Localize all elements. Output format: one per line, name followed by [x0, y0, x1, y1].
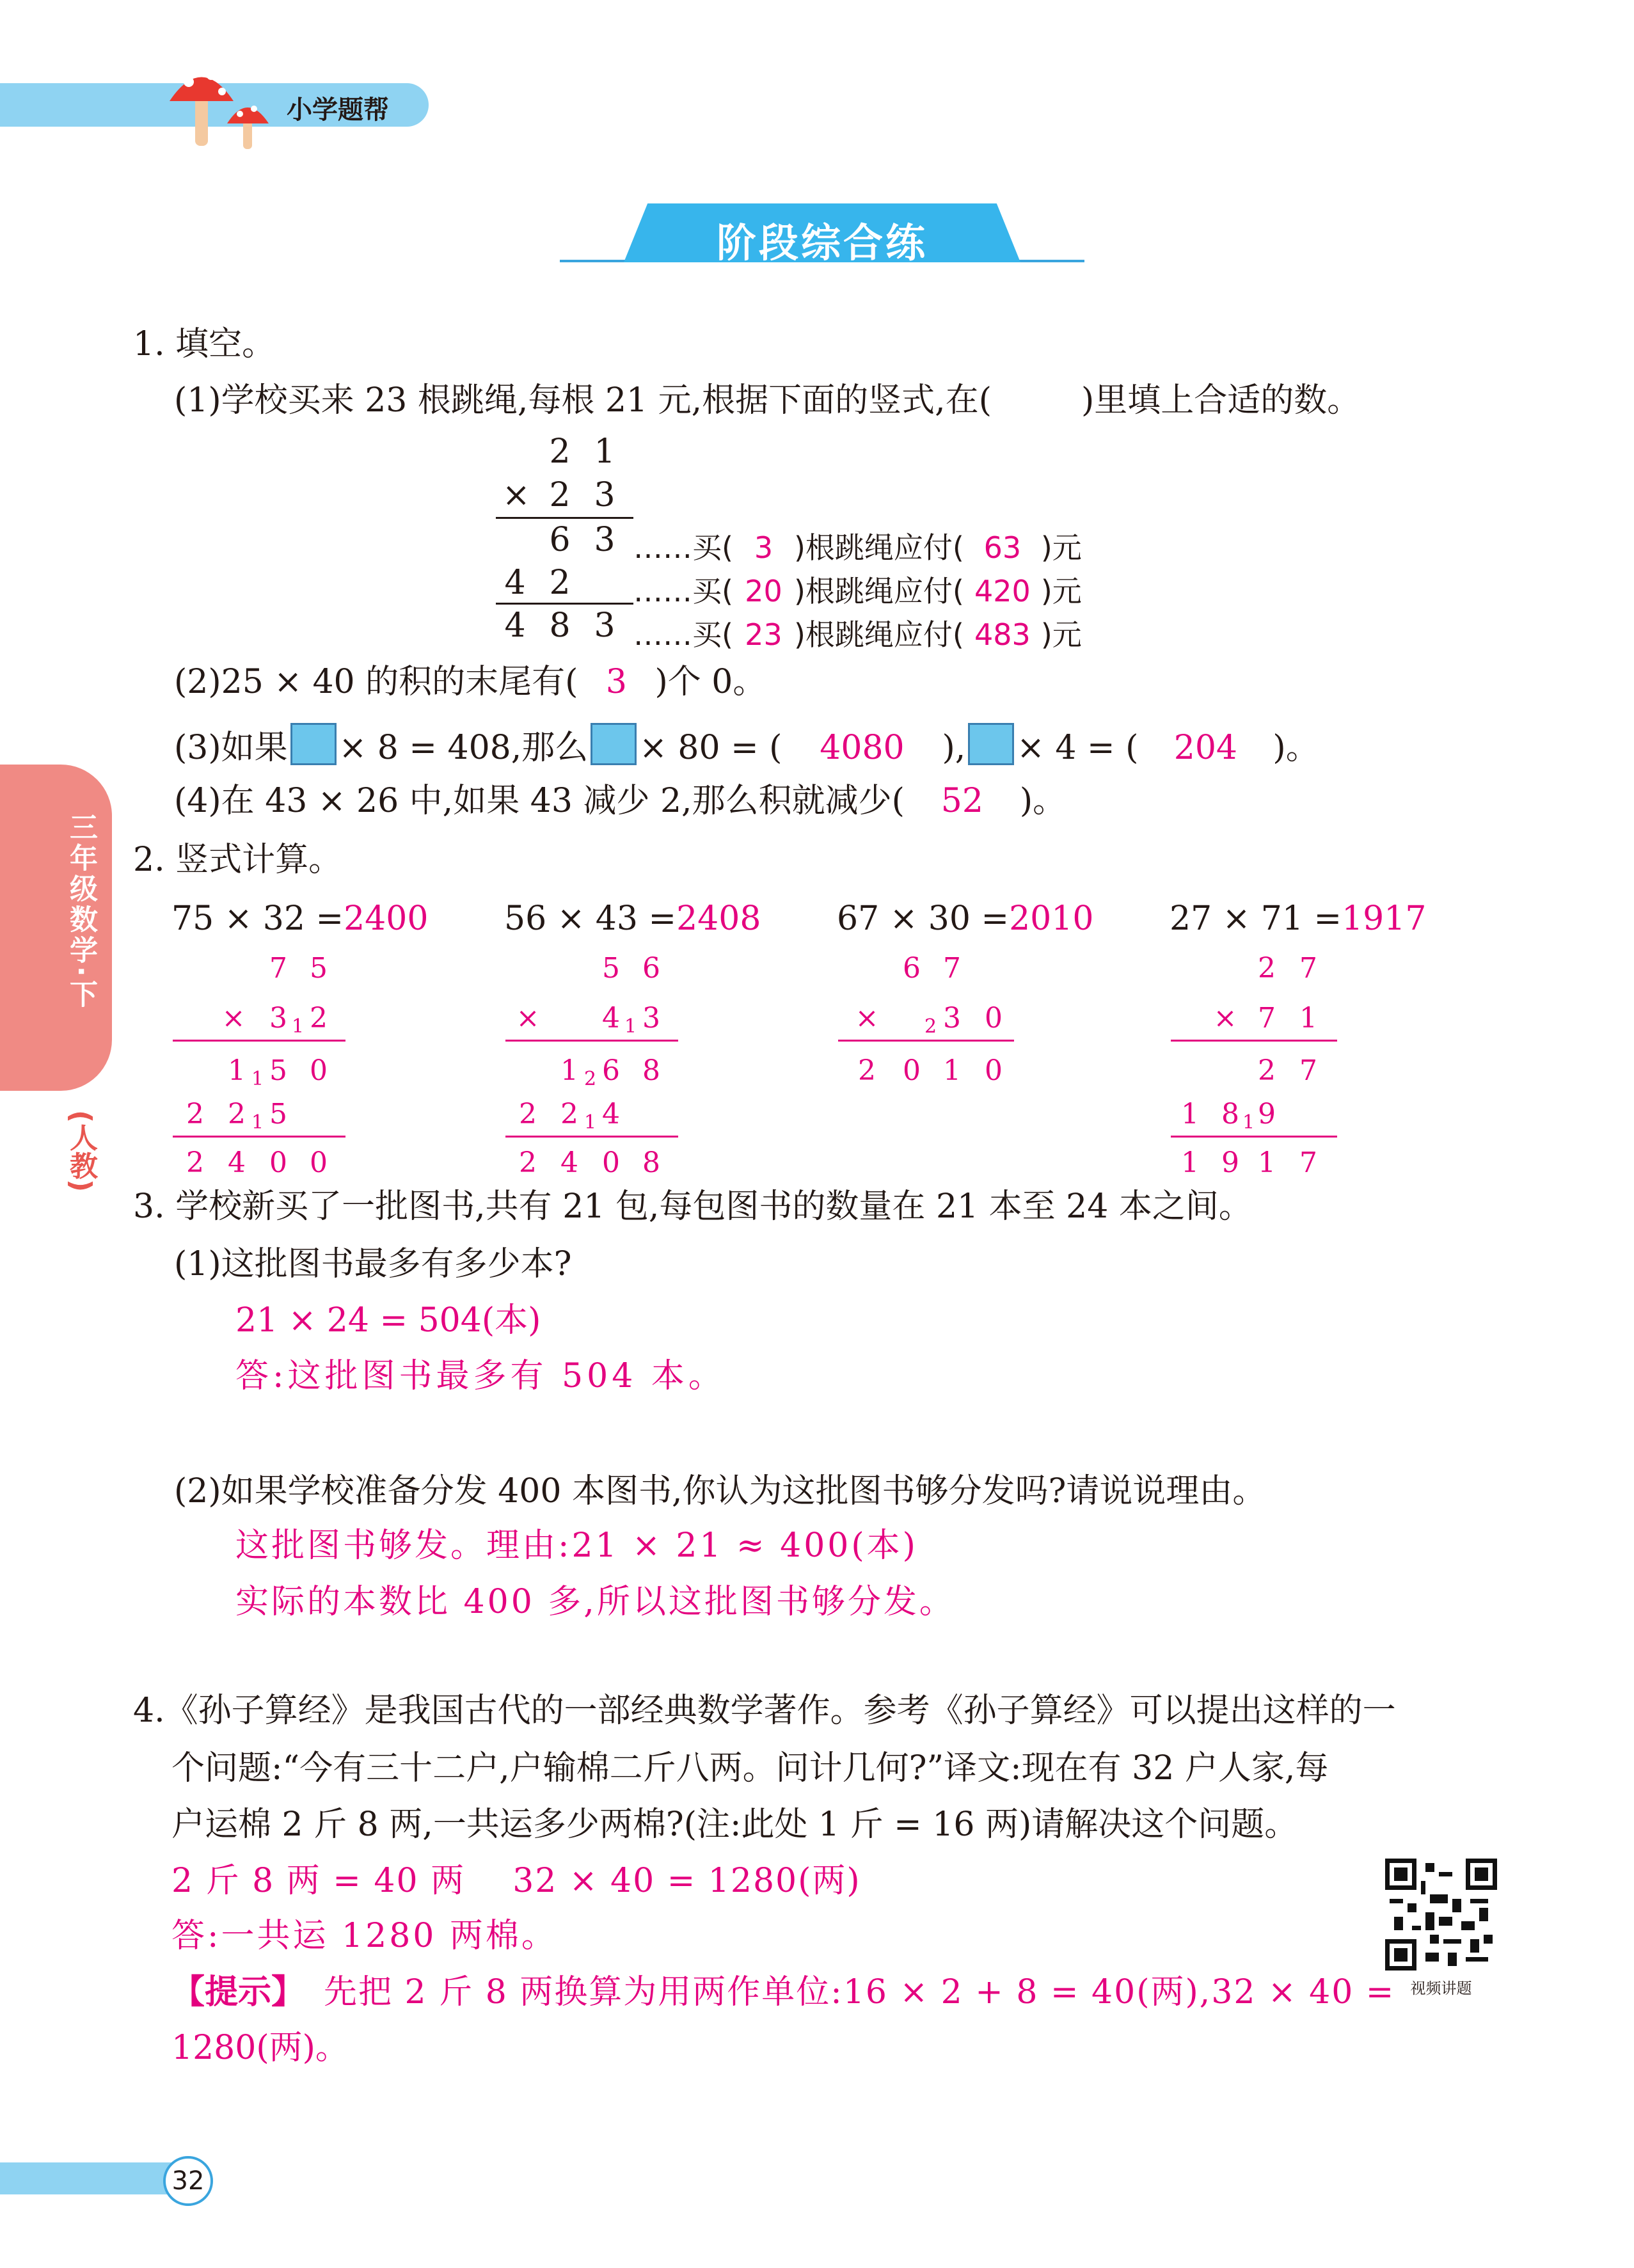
digit: 3 [269, 1002, 287, 1035]
answer: 2400 [344, 900, 429, 938]
digit: 7 [269, 952, 287, 985]
answer: 3 [754, 530, 773, 565]
digit: 0 [602, 1146, 620, 1179]
digit: 2 [310, 1002, 328, 1035]
digit: 0 [310, 1146, 328, 1179]
answer: 3 [605, 663, 627, 701]
q1-expl-1: ……买( 3 )根跳绳应付( 63 )元 [633, 530, 1082, 565]
q4-hint [171, 1973, 1395, 2011]
digit: 2 [1258, 1054, 1276, 1087]
answer: 204 [1173, 729, 1238, 767]
rule [505, 1136, 678, 1138]
digit: 1 [943, 1054, 961, 1087]
blank-square [591, 723, 637, 765]
q2-expr: 75 × 32 =2400 [171, 900, 429, 938]
digit: 2 [858, 1054, 876, 1087]
digit: 7 [1299, 952, 1317, 985]
digit: 2 [186, 1146, 204, 1179]
q1-expl-3: ……买( 23 )根跳绳应付( 483 )元 [633, 617, 1082, 652]
rule [838, 1040, 1014, 1042]
digit: 8 [549, 607, 571, 645]
digit: 8 [642, 1054, 660, 1087]
qr-caption: 视频讲题 [1410, 1979, 1472, 1997]
digit: 0 [903, 1054, 921, 1087]
side-tab-grade: 三年级数学·下 [65, 813, 97, 1010]
answer: 4080 [820, 729, 905, 767]
digit: 6 [642, 952, 660, 985]
q3-heading: 3. 学校新买了一批图书,共有 21 包,每包图书的数量在 21 本至 24 本之间。 [133, 1187, 1252, 1226]
answer: 20 [745, 574, 782, 608]
digit: 4 [560, 1146, 578, 1179]
digit: 5 [602, 952, 620, 985]
digit: 5 [269, 1098, 287, 1130]
answer: 483 [974, 617, 1031, 652]
page-title: 阶段综合练 [716, 219, 928, 266]
digit: 6 [903, 952, 921, 985]
q1-expl-2: ……买( 20 )根跳绳应付( 420 )元 [633, 574, 1082, 608]
carry-digit: 1 [624, 1015, 637, 1038]
digit: 2 [228, 1098, 246, 1130]
digit: 7 [1258, 1002, 1276, 1035]
answer: 23 [745, 617, 782, 652]
q4-hint-line-2: 1280(两)。 [171, 2029, 349, 2067]
digit: 3 [943, 1002, 961, 1035]
digit: × [1213, 1002, 1237, 1035]
digit: 1 [1181, 1146, 1199, 1179]
q1-p1-before: (1)学校买来 23 根跳绳,每根 21 元,根据下面的竖式,在( [174, 381, 992, 420]
q4-answer-1: 2 斤 8 两 = 40 两 32 × 40 = 1280(两) [171, 1862, 861, 1900]
carry-digit: 1 [251, 1111, 264, 1134]
brand-label: 小学题帮 [287, 95, 389, 125]
q3-p2-answer-2: 实际的本数比 400 多,所以这批图书够分发。 [235, 1583, 955, 1621]
digit: 4 [504, 607, 526, 645]
blank-square [968, 723, 1014, 765]
q2-expr: 67 × 30 =2010 [837, 900, 1094, 938]
digit: 2 [549, 432, 571, 471]
digit: 8 [1221, 1098, 1239, 1130]
digit: 1 [1181, 1098, 1199, 1130]
q1-heading: 1. 填空。 [133, 325, 276, 363]
digit: 2 [519, 1146, 537, 1179]
q4-line-3: 户运棉 2 斤 8 两,一共运多少两棉?(注:此处 1 斤 = 16 两)请解决这个问题。 [171, 1805, 1298, 1844]
answer: 1917 [1342, 900, 1427, 938]
digit: 4 [228, 1146, 246, 1179]
rule [496, 603, 633, 605]
q3-p1-answer-2: 答:这批图书最多有 504 本。 [235, 1357, 726, 1395]
carry-digit: 2 [584, 1068, 597, 1090]
digit: 1 [1258, 1146, 1276, 1179]
q1-p3: (3)如果 × 8 = 408,那么 × 80 = ( 4080 ), × 4 = ( 204 )。 [174, 723, 1319, 765]
digit: 3 [642, 1002, 660, 1035]
answer: 420 [974, 574, 1031, 608]
digit: 0 [985, 1002, 1003, 1035]
hint-text: 先把 2 斤 8 两换算为用两作单位:16 × 2 + 8 = 40(两),32 × 40 = [324, 1973, 1395, 2011]
digit: 9 [1258, 1098, 1276, 1130]
digit: 2 [549, 476, 571, 514]
digit: × [221, 1002, 246, 1035]
mushroom-icon [163, 56, 291, 152]
digit: 0 [310, 1054, 328, 1087]
carry-digit: 1 [292, 1015, 305, 1038]
digit: 5 [269, 1054, 287, 1087]
rule [173, 1040, 345, 1042]
page-number: 32 [163, 2156, 213, 2206]
digit: 2 [186, 1098, 204, 1130]
q3-p2-question: (2)如果学校准备分发 400 本图书,你认为这批图书够分发吗?请说说理由。 [174, 1472, 1266, 1511]
q4-line-2: 个问题:“今有三十二户,户输棉二斤八两。问计几何?”译文:现在有 32 户人家,每 [171, 1749, 1329, 1788]
digit: 1 [1299, 1002, 1317, 1035]
rule [1171, 1136, 1337, 1138]
digit: 1 [560, 1054, 578, 1087]
digit: 4 [602, 1098, 620, 1130]
rule [496, 517, 633, 519]
digit: 7 [943, 952, 961, 985]
digit: 0 [269, 1146, 287, 1179]
digit: 5 [310, 952, 328, 985]
digit: × [855, 1002, 879, 1035]
digit: 3 [594, 476, 615, 514]
digit: × [502, 476, 530, 514]
digit: 1 [594, 432, 615, 471]
digit: 4 [504, 564, 526, 602]
digit: 6 [549, 521, 571, 559]
digit: 1 [228, 1054, 246, 1087]
digit: 2 [549, 564, 571, 602]
q2-expr: 27 × 71 =1917 [1170, 900, 1427, 938]
carry-digit: 1 [251, 1068, 264, 1090]
digit: 2 [1258, 952, 1276, 985]
q4-answer-2: 答:一共运 1280 两棉。 [171, 1917, 557, 1955]
answer: 2408 [676, 900, 761, 938]
digit: 6 [602, 1054, 620, 1087]
answer: 63 [983, 530, 1022, 565]
digit: 2 [519, 1098, 537, 1130]
qr-code-icon[interactable] [1385, 1859, 1497, 1971]
rule [505, 1040, 678, 1042]
hint-label: 【提示】 [171, 1973, 305, 2011]
q4-line-1: 4.《孙子算经》是我国古代的一部经典数学著作。参考《孙子算经》可以提出这样的一 [133, 1692, 1396, 1730]
rule [1171, 1040, 1337, 1042]
answer: 2010 [1009, 900, 1094, 938]
digit: 0 [985, 1054, 1003, 1087]
q3-p2-answer-1: 这批图书够发。理由:21 × 21 ≈ 400(本) [235, 1527, 918, 1565]
q1-p1-after: )里填上合适的数。 [1081, 381, 1361, 420]
answer: 52 [940, 782, 983, 820]
q2-expr: 56 × 43 =2408 [504, 900, 761, 938]
digit: 7 [1299, 1054, 1317, 1087]
carry-digit: 2 [924, 1015, 937, 1038]
q1-p1-text [174, 381, 1361, 420]
digit: × [516, 1002, 540, 1035]
carry-digit: 1 [584, 1111, 597, 1134]
digit: 3 [594, 607, 615, 645]
digit: 4 [602, 1002, 620, 1035]
side-tab-edition: (人教) [65, 1110, 97, 1193]
blank-square [290, 723, 337, 765]
q3-p1-question: (1)这批图书最多有多少本? [174, 1245, 572, 1283]
q3-p1-answer-1: 21 × 24 = 504(本) [235, 1301, 541, 1340]
q1-p4: (4)在 43 × 26 中,如果 43 减少 2,那么积就减少( 52 )。 [174, 782, 1067, 820]
digit: 9 [1221, 1146, 1239, 1179]
digit: 3 [594, 521, 615, 559]
q1-p2: (2)25 × 40 的积的末尾有( 3 )个 0。 [174, 663, 766, 701]
digit: 7 [1299, 1146, 1317, 1179]
q2-heading: 2. 竖式计算。 [133, 841, 342, 879]
digit: 8 [642, 1146, 660, 1179]
digit: 2 [560, 1098, 578, 1130]
carry-digit: 1 [1242, 1111, 1255, 1134]
rule [173, 1136, 345, 1138]
